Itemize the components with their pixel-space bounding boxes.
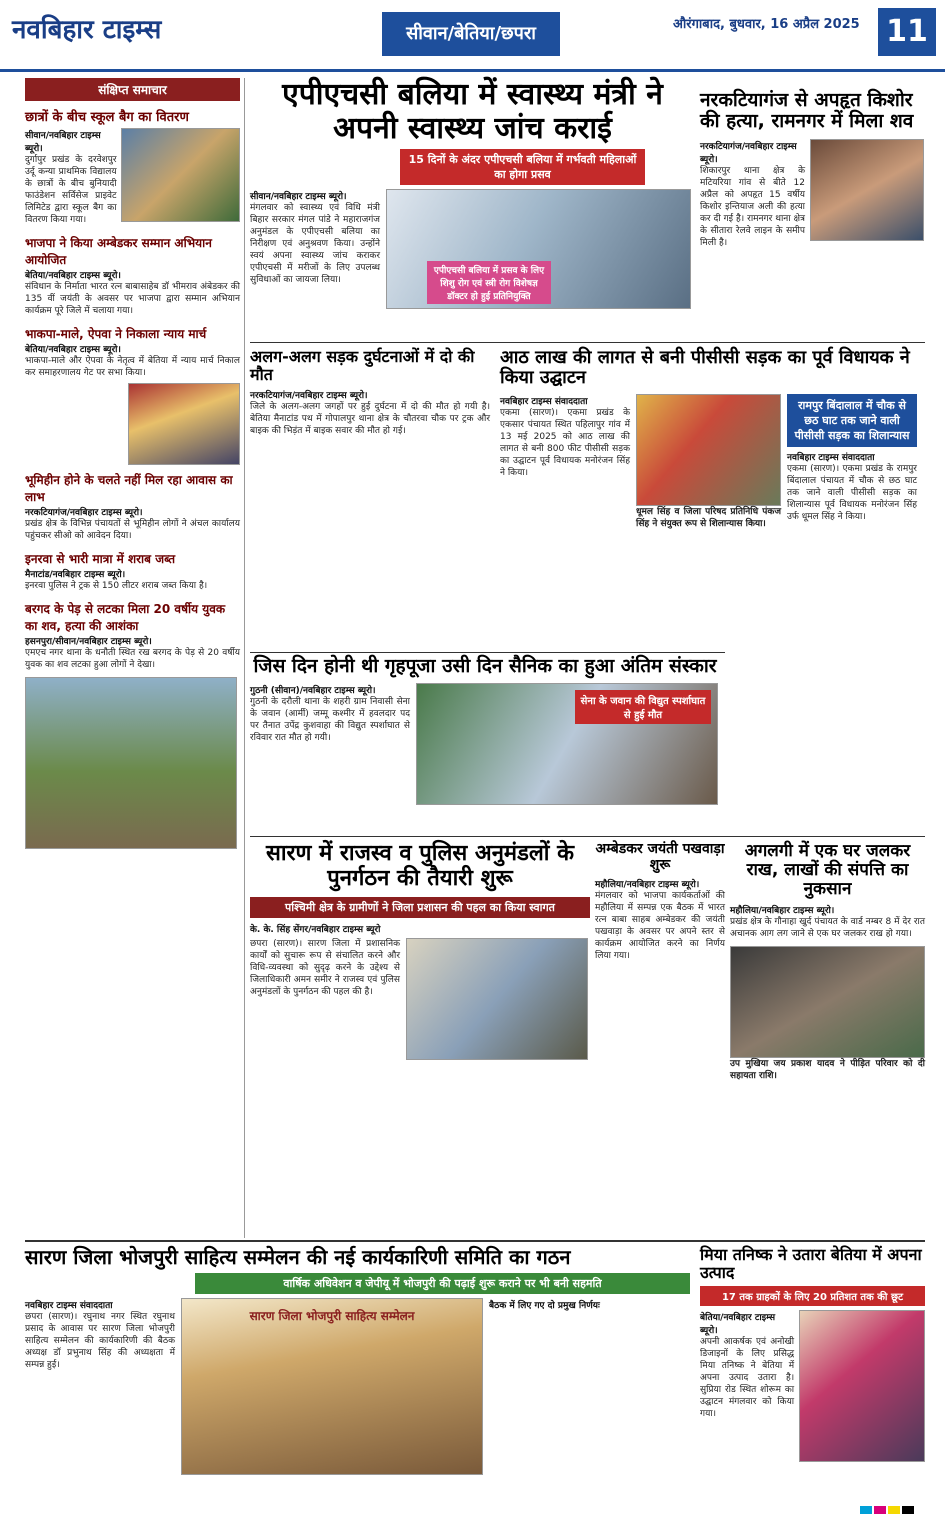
rampur-byline: नवबिहार टाइम्स संवाददाता: [787, 453, 875, 464]
fire-story: [730, 842, 925, 1232]
brief-text: प्रखंड क्षेत्र के विभिन्न पंचायतों से भूमिहीन लोगों ने अंचल कार्यालय पहुंचकर सीओ को आवेदन दिया।: [25, 519, 240, 541]
brief-headline: भाजपा ने किया अम्बेडकर सम्मान अभियान आयोजित: [25, 236, 212, 267]
brief-item: [25, 471, 240, 542]
road-text: एकमा (सारण)। एकमा प्रखंड के एकसार पंचायत स्थित पहिलापुर गांव में 13 मई 2025 को आठ लाख की लागत से बनी 800 फीट पीसीसी सड़क का उद्घाटन पूर्व विधायक मनोरंजन सिंह ने किया।: [500, 408, 630, 479]
soldier-byline: गुठनी (सीवान)/नवबिहार टाइम्स ब्यूरो।: [250, 686, 376, 697]
brief-byline: मैनाटांड/नवबिहार टाइम्स ब्यूरो।: [25, 570, 126, 580]
section-rule: [25, 1240, 925, 1242]
lead-byline: सीवान/नवबिहार टाइम्स ब्यूरो।: [250, 192, 347, 203]
brief-item: [25, 550, 240, 592]
narkatiaganj-text: शिकारपुर थाना क्षेत्र के मटियरिया गांव से बीते 12 अप्रैल को अपहृत 15 वर्षीय किशोर इन्तियाज अली की हत्या कर दी गई है। रामनगर थाना क्षेत्र के सीतारा रेलवे लाइन के समीप मिली है।: [700, 165, 805, 248]
mourning-photo: [810, 139, 924, 241]
fire-text: प्रखंड क्षेत्र के गौनाहा खुर्द पंचायत के वार्ड नम्बर 8 में देर रात अचानक आग लग जाने से एक घर जलकर राख हो गया।: [730, 917, 925, 940]
road-headline: आठ लाख की लागत से बनी पीसीसी सड़क का पूर्व विधायक ने किया उद्घाटन: [500, 347, 910, 389]
bhojpuri-banner-text: सारण जिला भोजपुरी साहित्य सम्मेलन: [249, 1309, 415, 1324]
narkatiaganj-byline: नरकटियागंज/नवबिहार टाइम्स ब्यूरो।: [700, 141, 797, 165]
mia-story: [700, 1246, 925, 1501]
lead-subhead: 15 दिनों के अंदर एपीएचसी बलिया में गर्भवती महिलाओं का होगा प्रसव: [400, 149, 645, 185]
mia-headline: मिया तनिष्क ने उतारा बेतिया में अपना उत्पाद: [700, 1245, 922, 1282]
ambedkar-byline: महौलिया/नवबिहार टाइम्स ब्यूरो।: [595, 880, 700, 891]
road-story: [500, 348, 925, 648]
ambedkar-text: मंगलवार को भाजपा कार्यकर्ताओं की महौलिया में सम्पन्न एक बैठक में भारत रत्न बाबा साहब अम्बेडकर की जयंती पखवाड़ा के अवसर पर अपने स्तर से कार्यक्रम आयोजित करने का निर्णय लिया गया।: [595, 891, 725, 962]
bhojpuri-subhead: वार्षिक अधिवेशन व जेपीयू में भोजपुरी की पढ़ाई शुरू कराने पर भी बनी सहमति: [195, 1273, 690, 1294]
lead-headline: एपीएचसी बलिया में स्वास्थ्य मंत्री ने अपनी स्वास्थ्य जांच कराई: [282, 77, 663, 146]
narkatiaganj-story: [700, 90, 925, 340]
brief-item: [25, 107, 240, 226]
section-rule: [250, 342, 925, 343]
bhojpuri-byline: नवबिहार टाइम्स संवाददाता: [25, 1301, 113, 1312]
saran-subhead: पश्चिमी क्षेत्र के ग्रामीणों ने जिला प्रशासन की पहल का किया स्वागत: [250, 897, 590, 918]
brief-item: [25, 234, 240, 317]
meeting-photo: [406, 938, 588, 1060]
fire-byline: महौलिया/नवबिहार टाइम्स ब्यूरो।: [730, 906, 835, 917]
soldier-story: [250, 656, 720, 831]
march-photo: [128, 383, 240, 465]
magenta-mark: [874, 1506, 886, 1514]
lead-photo-caption: एपीएचसी बलिया में प्रसव के लिए शिशु रोग एवं स्त्री रोग विशेषज्ञ डॉक्टर हो हुई प्रतिनियुक्ति: [427, 261, 551, 304]
brief-text: संविधान के निर्माता भारत रत्न बाबासाहेब डॉ भीमराव अंबेडकर की 135 वीं जयंती के अवसर पर भाजपा द्वारा सम्मान अभियान कार्यक्रम पूरे जिले में चलाया गया।: [25, 282, 240, 316]
cyan-mark: [860, 1506, 872, 1514]
brief-headline: भूमिहीन होने के चलते नहीं मिल रहा आवास का लाभ: [25, 473, 233, 504]
road-photo-caption: धूमल सिंह व जिला परिषद प्रतिनिधि पंकज सिंह ने संयुक्त रूप से शिलान्यास किया।: [636, 507, 781, 530]
bhojpuri-story: [25, 1246, 690, 1501]
mia-byline: बेतिया/नवबिहार टाइम्स ब्यूरो।: [700, 1312, 776, 1336]
yellow-mark: [888, 1506, 900, 1514]
fire-photo: [730, 946, 925, 1058]
column-divider: [244, 78, 245, 1238]
fire-photo-caption: उप मुखिया जय प्रकाश यादव ने पीड़ित परिवार को दी सहायता राशि।: [730, 1059, 925, 1082]
brief-text: दुर्गापुर प्रखंड के दरवेशपुर उर्दू कन्या प्राथमिक विद्यालय के छात्रों के बीच बुनियादी फाउंडेशन सर्विसेज प्राइवेट लिमिटेड द्वारा स्कूल बैग का वितरण किया गया।: [25, 155, 117, 225]
saran-story: [250, 842, 590, 1232]
mia-subhead: 17 तक ग्राहकों के लिए 20 प्रतिशत तक की छूट: [700, 1286, 925, 1306]
brief-headline: छात्रों के बीच स्कूल बैग का वितरण: [25, 110, 189, 125]
brief-headline: बरगद के पेड़ से लटका मिला 20 वर्षीय युवक का शव, हत्या की आशंका: [25, 602, 226, 633]
brief-item: [25, 600, 240, 849]
briefs-column: [25, 78, 240, 1238]
saran-headline: सारण में राजस्व व पुलिस अनुमंडलों के पुनर्गठन की तैयारी शुरू: [265, 841, 575, 891]
mia-text: अपनी आकर्षक एवं अनोखी डिजाइनों के लिए प्रसिद्ध मिया तनिष्क ने बेतिया में अपना उत्पाद उतारा है। सुप्रिया रोड स्थित शोरूम का उद्घाटन मंगलवार को किया गया।: [700, 1336, 795, 1419]
rampur-text: एकमा (सारण)। एकमा प्रखंड के रामपुर बिंदालाल पंचायत में चौक से छठ घाट तक जाने वाली पीसीसी सड़क का शिलान्यास पूर्व विधायक मनोरंजन सिंह उर्फ धूमल सिंह ने किया।: [787, 464, 917, 523]
masthead: [0, 0, 945, 72]
soldier-photo: [416, 683, 718, 805]
brief-headline: भाकपा-माले, ऐपवा ने निकाला न्याय मार्च: [25, 327, 207, 341]
lead-text: मंगलवार को स्वास्थ्य एवं विधि मंत्री बिहार सरकार मंगल पांडे ने महाराजगंज अनुमंडल के एपीएचसी बलिया का निरीक्षण एवं अनुश्रवण किया। उन्होंने स्वयं अपना स्वास्थ्य जांच कराकर एपीएचसी में मरीजों के लिए उपलब्ध सुविधाओं का जायजा लिया।: [250, 203, 380, 286]
ambedkar-headline: अम्बेडकर जयंती पखवाड़ा शुरू: [595, 841, 725, 873]
page-number: 11: [878, 8, 936, 56]
bhojpuri-group-photo: [181, 1298, 483, 1475]
section-rule: [250, 652, 725, 653]
brief-item: [25, 325, 240, 465]
tree-body-photo: [25, 677, 237, 849]
accidents-byline: नरकटियागंज/नवबिहार टाइम्स ब्यूरो।: [250, 390, 368, 401]
school-bag-photo: [121, 128, 240, 222]
bhojpuri-text: छपरा (सारण)। रघुनाथ नगर स्थित रघुनाथ प्रसाद के आवास पर सारण जिला भोजपुरी साहित्य सम्मेलन की कार्यकारिणी की बैठक अध्यक्ष डॉ प्रभुनाथ सिंह की अध्यक्षता में सम्पन्न हुई।: [25, 1312, 175, 1371]
bhojpuri-subsection: बैठक में लिए गए दो प्रमुख निर्णयः: [489, 1301, 600, 1312]
newspaper-name: नवबिहार टाइम्स: [12, 15, 162, 45]
fire-headline: अगलगी में एक घर जलकर राख, लाखों की संपत्ति का नुकसान: [744, 841, 911, 900]
road-byline: नवबिहार टाइम्स संवाददाता: [500, 397, 588, 408]
soldier-headline: जिस दिन होनी थी गृहपूजा उसी दिन सैनिक का हुआ अंतिम संस्कार: [253, 655, 717, 677]
dateline: औरंगाबाद, बुधवार, 16 अप्रैल 2025: [673, 17, 860, 32]
soldier-text: गुठनी के दरौली थाना के शहरी ग्राम निवासी सेना के जवान (आर्मी) जम्मू कश्मीर में हवलदार पद पर तैनात उपेंद्र कुशवाहा की विद्युत स्पर्शाघात से रविवार रात मौत हो गयी।: [250, 697, 410, 744]
brief-byline: हसनपुरा/सीवान/नवबिहार टाइम्स ब्यूरो।: [25, 637, 152, 647]
ambedkar-story: [595, 842, 725, 1232]
brief-byline: सीवान/नवबिहार टाइम्स ब्यूरो।: [25, 131, 101, 154]
lead-photo: [386, 189, 691, 309]
brief-byline: नरकटियागंज/नवबिहार टाइम्स ब्यूरो।: [25, 508, 143, 518]
brief-text: भाकपा-माले और ऐपवा के नेतृत्व में बेतिया में न्याय मार्च निकाल कर समाहरणालय गेट पर सभा किया।: [25, 356, 240, 378]
black-mark: [902, 1506, 914, 1514]
inauguration-photo: [636, 394, 781, 506]
saran-byline: के. के. सिंह सेंगर/नवबिहार टाइम्स ब्यूरो: [250, 925, 381, 936]
soldier-photo-caption: सेना के जवान की विद्युत स्पर्शाघात से हुई मौत: [575, 690, 711, 724]
accidents-headline: अलग-अलग सड़क दुर्घटनाओं में दो की मौत: [250, 347, 475, 384]
accidents-story: [250, 348, 490, 648]
brief-byline: बेतिया/नवबिहार टाइम्स ब्यूरो।: [25, 271, 121, 281]
section-rule: [250, 836, 925, 837]
saran-text: छपरा (सारण)। सारण जिला में प्रशासनिक कार्यों को सुचारू रूप से संचालित करने और विधि-व्यवस्था को सुदृढ़ करने के उद्देश्य से जिलाधिकारी अमन समीर ने राजस्व एवं पुलिस अनुमंडलों के पुनर्गठन की पहल की है।: [250, 939, 400, 998]
rampur-headline: रामपुर बिंदालाल में चौक से छठ घाट तक जाने वाली पीसीसी सड़क का शिलान्यास: [787, 394, 917, 447]
narkatiaganj-headline: नरकटियागंज से अपहृत किशोर की हत्या, रामनगर में मिला शव: [700, 89, 914, 133]
lead-story: [250, 78, 695, 338]
brief-headline: इनरवा से भारी मात्रा में शराब जब्त: [25, 552, 176, 566]
showroom-photo: [799, 1310, 925, 1462]
section-title: सीवान/बेतिया/छपरा: [382, 12, 560, 56]
brief-byline: बेतिया/नवबिहार टाइम्स ब्यूरो।: [25, 345, 121, 355]
brief-text: एमएच नगर थाना के धनौती स्थित रख बरगद के पेड़ से 20 वर्षीय युवक का शव लटका हुआ लोगों ने देखा।: [25, 648, 240, 670]
brief-text: इनरवा पुलिस ने ट्रक से 150 लीटर शराब जब्त किया है।: [25, 581, 208, 591]
bhojpuri-headline: सारण जिला भोजपुरी साहित्य सम्मेलन की नई कार्यकारिणी समिति का गठन: [25, 1245, 571, 1269]
color-registration-marks: [860, 1506, 914, 1514]
briefs-header: संक्षिप्त समाचार: [25, 78, 240, 101]
accidents-text: जिले के अलग-अलग जगहों पर हुई दुर्घटना में दो की मौत हो गयी है। बेतिया मैनाटांड पथ में गोपालपुर थाना क्षेत्र के चौतरवा चौक पर ट्रक और बाइक की भिड़ंत में बाइक सवार की मौत हो गई।: [250, 401, 490, 436]
